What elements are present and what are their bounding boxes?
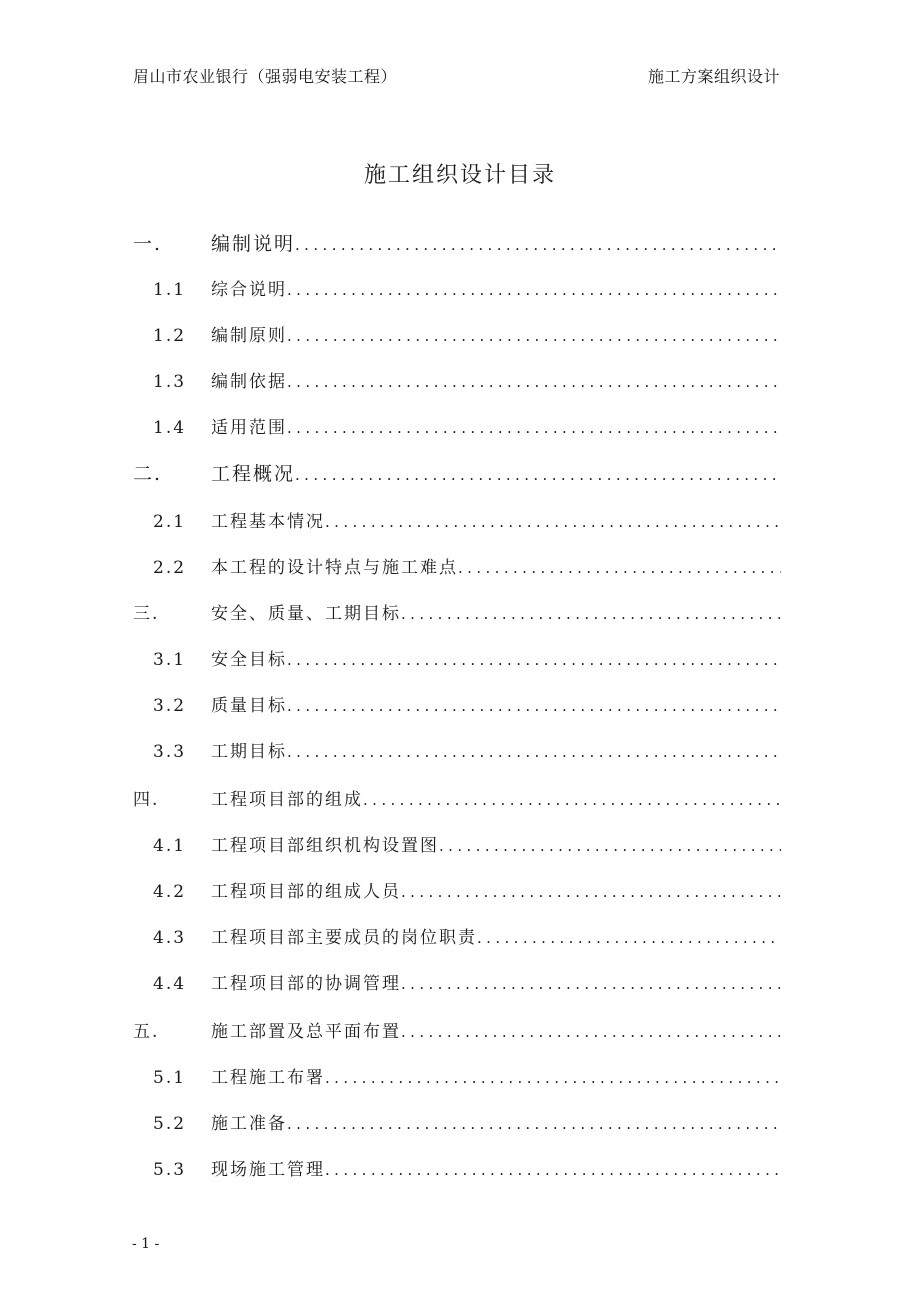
toc-entry[interactable] (133, 923, 781, 949)
toc-entry-title: 质量目标 (211, 696, 287, 716)
toc-entry-number: 五. (133, 1022, 160, 1042)
toc-entry-number: 5.3 (153, 1160, 187, 1180)
toc-entry[interactable] (133, 785, 781, 811)
toc-dot-leader (287, 1115, 781, 1133)
toc-entry-title: 本工程的设计特点与施工难点 (211, 558, 458, 578)
toc-entry[interactable] (133, 553, 781, 579)
toc-entry[interactable] (133, 831, 781, 857)
toc-entry-title: 工程施工布署 (211, 1068, 325, 1088)
toc-entry-number: 2.1 (153, 512, 187, 532)
toc-entry-number: 1.2 (153, 326, 187, 346)
toc-entry-number: 5.1 (153, 1068, 187, 1088)
toc-dot-leader (401, 883, 781, 901)
toc-dot-leader (401, 605, 781, 623)
toc-entry[interactable] (133, 507, 781, 533)
toc-entry-title: 工期目标 (211, 742, 287, 762)
toc-entry-number: 3.3 (153, 742, 187, 762)
toc-entry[interactable] (133, 969, 781, 995)
toc-entry-number: 三. (133, 604, 160, 624)
toc-entry[interactable] (133, 737, 781, 763)
toc-entry[interactable] (133, 599, 781, 625)
toc-entry-title: 现场施工管理 (211, 1160, 325, 1180)
toc-entry-number: 3.1 (153, 650, 187, 670)
toc-entry[interactable] (133, 691, 781, 717)
toc-entry[interactable] (133, 275, 781, 301)
toc-entry-number: 四. (133, 790, 160, 810)
toc-entry-title: 工程项目部主要成员的岗位职责 (211, 928, 477, 948)
toc-entry-title: 编制说明 (211, 233, 296, 255)
toc-entry-title: 适用范围 (211, 418, 287, 438)
toc-dot-leader (287, 281, 781, 299)
toc-dot-leader (295, 236, 781, 254)
toc-entry-number: 5.2 (153, 1114, 187, 1134)
toc-entry[interactable] (133, 1155, 781, 1181)
toc-entry-number: 1.1 (153, 280, 187, 300)
toc-entry-number: 1.4 (153, 418, 187, 438)
toc-dot-leader (325, 513, 781, 531)
toc-entry-number: 3.2 (153, 696, 187, 716)
toc-entry-title: 安全、质量、工期目标 (211, 604, 401, 624)
toc-entry-title: 工程项目部的组成 (211, 790, 363, 810)
toc-entry-title: 工程基本情况 (211, 512, 325, 532)
toc-dot-leader (401, 975, 781, 993)
toc-entry-title: 工程项目部组织机构设置图 (211, 836, 439, 856)
toc-entry[interactable] (133, 229, 781, 255)
toc-entry[interactable] (133, 1063, 781, 1089)
toc-entry-title: 编制依据 (211, 372, 287, 392)
toc-entry-title: 施工部置及总平面布置 (211, 1022, 401, 1042)
page-number: - 1 - (132, 1236, 160, 1252)
toc-entry[interactable] (133, 645, 781, 671)
toc-entry-number: 4.2 (153, 882, 187, 902)
toc-entry-title: 工程项目部的组成人员 (211, 882, 401, 902)
toc-entry[interactable] (133, 1017, 781, 1043)
toc-dot-leader (287, 651, 781, 669)
toc-entry[interactable] (133, 877, 781, 903)
toc-dot-leader (325, 1161, 781, 1179)
toc-dot-leader (287, 419, 781, 437)
toc-entry-number: 4.4 (153, 974, 187, 994)
toc-dot-leader (295, 466, 781, 484)
toc-entry-title: 编制原则 (211, 326, 287, 346)
toc-dot-leader (458, 559, 781, 577)
toc-entry-number: 2.2 (153, 558, 187, 578)
toc-entry[interactable] (133, 321, 781, 347)
toc-entry-number: 4.3 (153, 928, 187, 948)
toc-entry[interactable] (133, 459, 781, 485)
page-title: 施工组织设计目录 (363, 163, 556, 188)
header-project-name: 眉山市农业银行（强弱电安装工程） (133, 67, 398, 86)
toc-dot-leader (287, 697, 781, 715)
toc-entry-number: 二. (133, 463, 163, 485)
toc-entry-title: 综合说明 (211, 280, 287, 300)
toc-dot-leader (363, 791, 781, 809)
toc-entry[interactable] (133, 367, 781, 393)
toc-dot-leader (287, 373, 781, 391)
toc-entry-number: 一. (133, 233, 163, 255)
toc-entry-title: 工程项目部的协调管理 (211, 974, 401, 994)
toc-entry[interactable] (133, 413, 781, 439)
toc-entry-title: 工程概况 (211, 463, 296, 485)
toc-dot-leader (439, 837, 781, 855)
toc-entry-title: 施工准备 (211, 1114, 287, 1134)
toc-dot-leader (477, 929, 781, 947)
toc-dot-leader (401, 1023, 781, 1041)
toc-entry[interactable] (133, 1109, 781, 1135)
toc-dot-leader (287, 743, 781, 761)
toc-entry-number: 1.3 (153, 372, 187, 392)
toc-entry-title: 安全目标 (211, 650, 287, 670)
header-document-type: 施工方案组织设计 (647, 67, 780, 86)
toc-entry-number: 4.1 (153, 836, 187, 856)
toc-dot-leader (325, 1069, 781, 1087)
toc-dot-leader (287, 327, 781, 345)
